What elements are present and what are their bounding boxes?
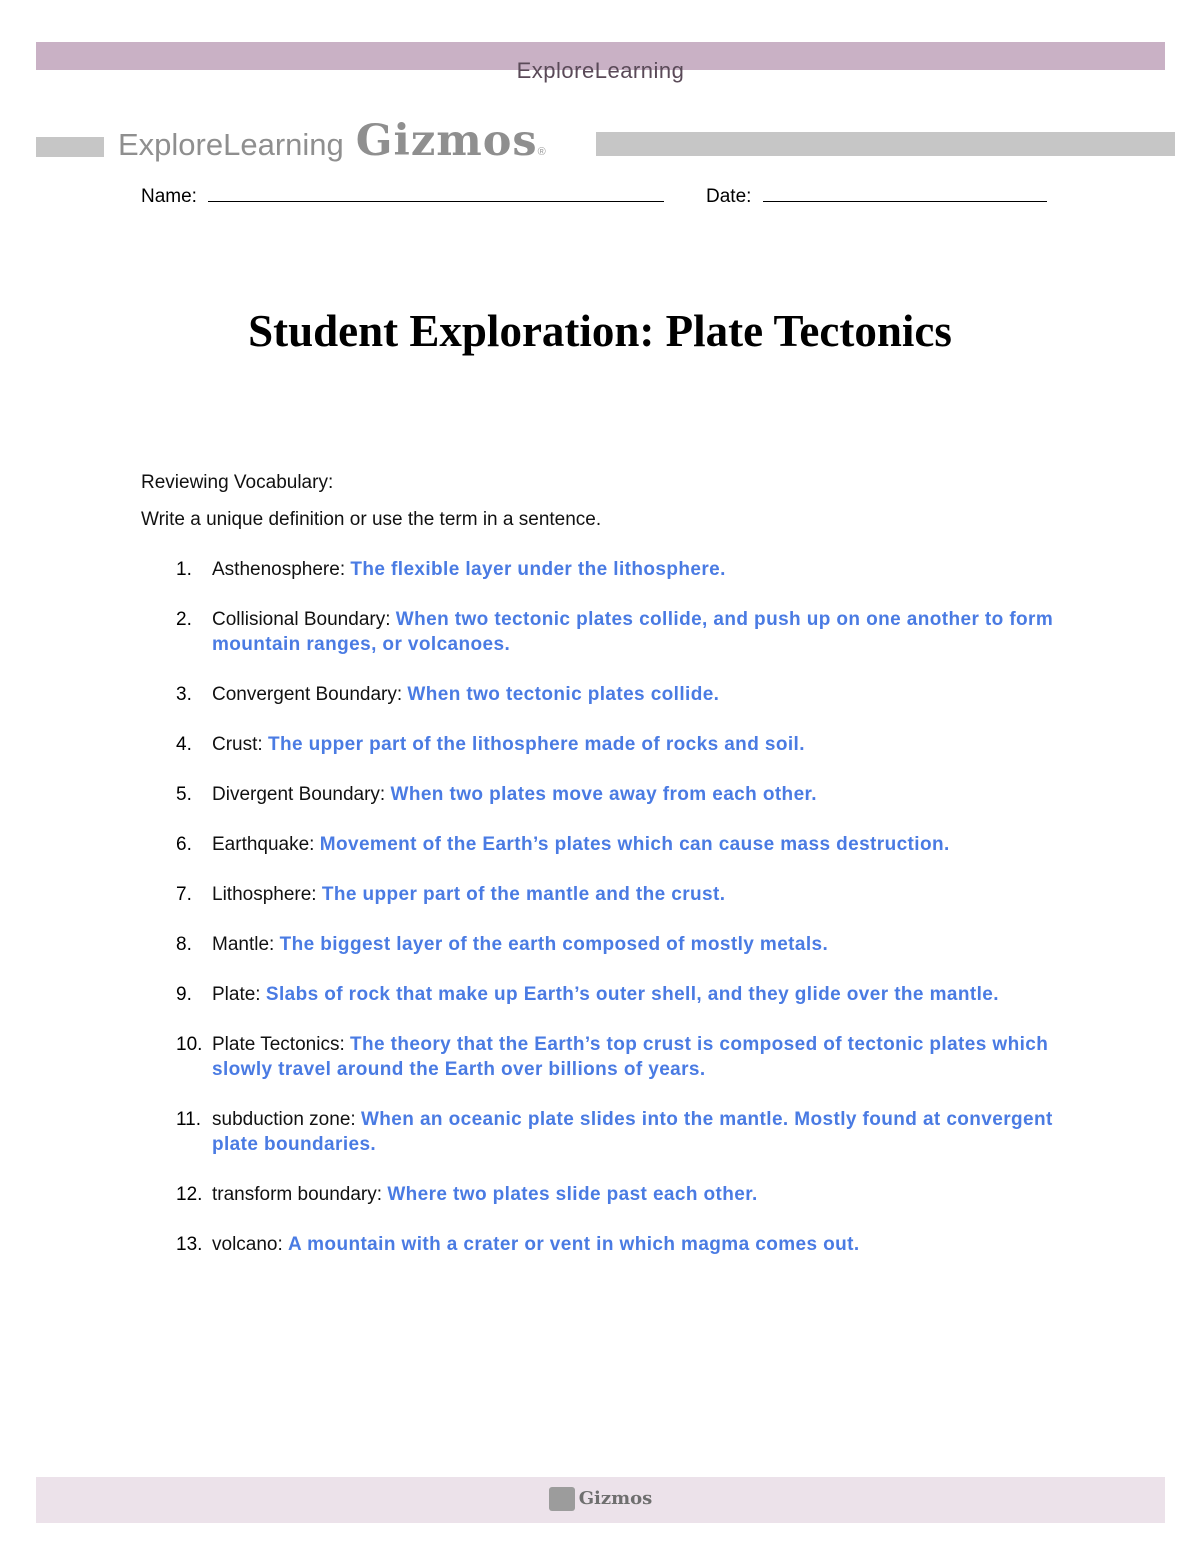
- vocab-definition: Where two plates slide past each other.: [387, 1184, 758, 1205]
- vocab-definition: The upper part of the lithosphere made of rocks and soil.: [267, 734, 805, 755]
- list-item: [141, 732, 1071, 757]
- item-number: 10.: [176, 1034, 203, 1055]
- vocab-definition: When two plates move away from each other.: [390, 784, 817, 805]
- item-number: 3.: [176, 684, 192, 705]
- date-blank-line[interactable]: [763, 183, 1047, 202]
- vocab-term: Plate:: [212, 984, 266, 1005]
- item-number: 9.: [176, 984, 192, 1005]
- explorelearning-gizmos-logo: [118, 116, 546, 172]
- vocab-term: Asthenosphere:: [212, 559, 351, 580]
- top-banner: [36, 42, 1165, 83]
- date-label: Date:: [706, 186, 752, 207]
- item-number: 2.: [176, 609, 192, 630]
- header-decor-bar-left: [36, 137, 104, 157]
- list-item: [141, 1182, 1071, 1207]
- list-item: [141, 682, 1071, 707]
- footer-logo-text: Gizmos: [578, 1488, 653, 1509]
- list-item: [141, 1232, 1071, 1257]
- section-instruction: Write a unique definition or use the term in a sentence.: [141, 509, 602, 530]
- header-decor-bar-right: [596, 132, 1175, 156]
- vocab-definition: When two tectonic plates collide.: [407, 684, 720, 705]
- footer-bar: [36, 1477, 1165, 1523]
- item-number: 12.: [176, 1184, 203, 1205]
- vocab-definition: A mountain with a crater or vent in which magma comes out.: [288, 1234, 860, 1255]
- list-item: [141, 982, 1071, 1007]
- item-number: 13.: [176, 1234, 203, 1255]
- vocab-term: transform boundary:: [212, 1184, 388, 1205]
- item-number: 11.: [176, 1109, 202, 1130]
- list-item: [141, 832, 1071, 857]
- name-field[interactable]: [141, 183, 664, 208]
- name-label: Name:: [141, 186, 197, 207]
- vocab-term: volcano:: [212, 1234, 289, 1255]
- logo-brand-text: ExploreLearning: [118, 127, 344, 162]
- list-item: [141, 782, 1071, 807]
- vocab-term: Divergent Boundary:: [212, 784, 391, 805]
- vocab-term: Collisional Boundary:: [212, 609, 396, 630]
- list-item: [141, 882, 1071, 907]
- top-banner-logo-text: ExploreLearning: [516, 58, 685, 83]
- list-item: [141, 607, 1071, 657]
- item-number: 1.: [176, 559, 192, 580]
- section-heading: Reviewing Vocabulary:: [141, 472, 334, 493]
- vocab-definition: When an oceanic plate slides into the mantle. Mostly found at convergent plate boundaries.: [212, 1109, 1053, 1155]
- list-item: [141, 1107, 1071, 1157]
- page-title: Student Exploration: Plate Tectonics: [248, 306, 952, 356]
- list-item: [141, 557, 1071, 582]
- vocab-term: Mantle:: [212, 934, 280, 955]
- vocab-definition: The flexible layer under the lithosphere.: [350, 559, 726, 580]
- vocab-term: subduction zone:: [212, 1109, 361, 1130]
- item-number: 8.: [176, 934, 192, 955]
- vocab-term: Earthquake:: [212, 834, 320, 855]
- vocabulary-list: [141, 557, 1071, 1282]
- vocab-definition: The upper part of the mantle and the crust.: [321, 884, 726, 905]
- footer-gizmos-logo: [36, 1487, 1165, 1511]
- list-item: [141, 932, 1071, 957]
- name-blank-line[interactable]: [208, 183, 664, 202]
- list-item: [141, 1032, 1071, 1082]
- registered-mark: ®: [537, 146, 546, 158]
- vocab-definition: The theory that the Earth’s top crust is composed of tectonic plates which slowly travel around the Earth over billions of years.: [212, 1034, 1049, 1080]
- vocab-term: Lithosphere:: [212, 884, 322, 905]
- logo-product-text: Gizmos: [355, 116, 538, 166]
- vocab-term: Convergent Boundary:: [212, 684, 408, 705]
- date-field[interactable]: [706, 183, 1047, 208]
- item-number: 7.: [176, 884, 192, 905]
- vocab-definition: The biggest layer of the earth composed of mostly metals.: [279, 934, 829, 955]
- gizmos-mark-icon: [549, 1487, 575, 1511]
- vocab-definition: Movement of the Earth’s plates which can cause mass destruction.: [319, 834, 950, 855]
- vocab-definition: When two tectonic plates collide, and push up on one another to form mountain ranges, or volcanoes.: [212, 609, 1054, 655]
- vocab-definition: Slabs of rock that make up Earth’s outer shell, and they glide over the mantle.: [265, 984, 999, 1005]
- item-number: 6.: [176, 834, 192, 855]
- vocab-term: Crust:: [212, 734, 268, 755]
- vocab-term: Plate Tectonics:: [212, 1034, 351, 1055]
- item-number: 5.: [176, 784, 192, 805]
- item-number: 4.: [176, 734, 192, 755]
